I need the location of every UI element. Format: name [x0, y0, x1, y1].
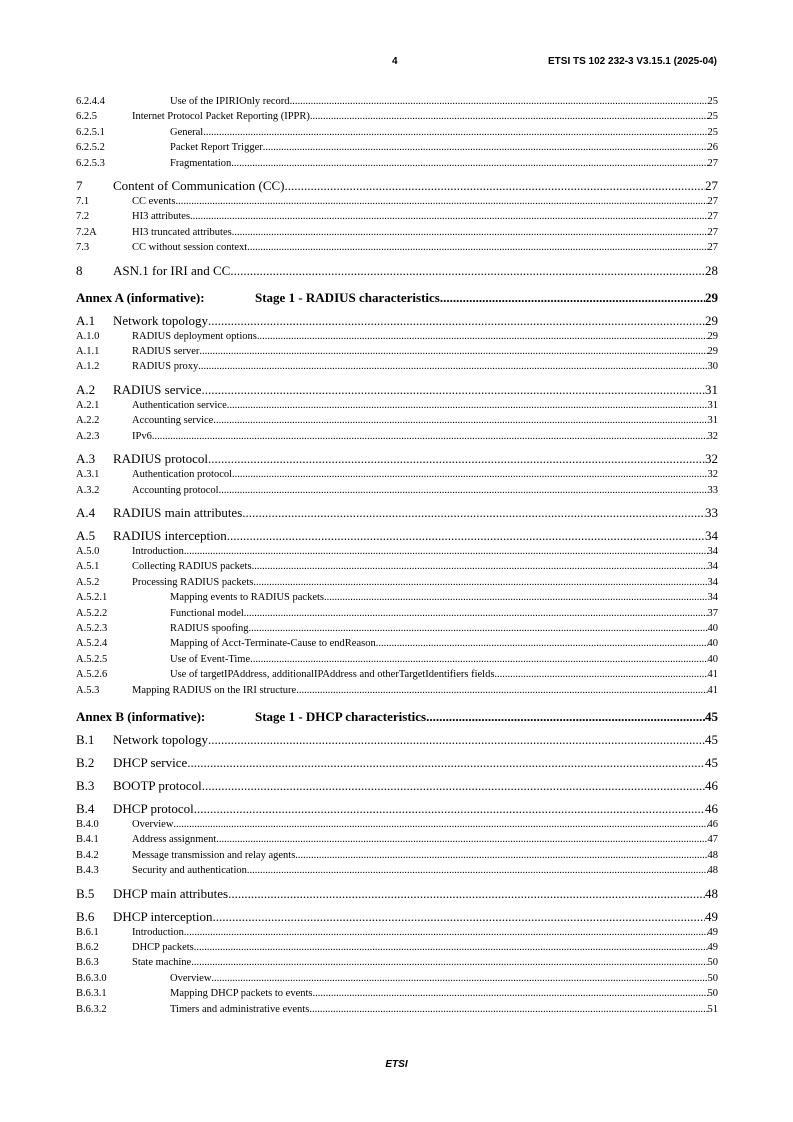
toc-entry-title: RADIUS spoofing — [170, 622, 249, 634]
toc-entry-number: A.2.1 — [76, 399, 100, 411]
toc-leader-dots — [313, 986, 708, 1001]
toc-entry-number: A.4 — [76, 504, 96, 520]
toc-entry-page: 27 — [707, 157, 718, 169]
toc-entry-title: Mapping DHCP packets to events — [170, 988, 313, 1000]
toc-entry-page: 50 — [707, 988, 718, 1000]
toc-entry-title: Fragmentation — [170, 157, 232, 169]
toc-entry[interactable] — [76, 971, 718, 986]
toc-entry-title: DHCP main attributes — [113, 885, 229, 901]
toc-entry-page: 25 — [707, 111, 718, 123]
toc-entry[interactable] — [76, 209, 718, 224]
toc-entry-number: Annex B (informative): — [76, 708, 206, 724]
toc-leader-dots — [253, 575, 707, 590]
toc-leader-dots — [247, 240, 707, 255]
toc-leader-dots — [208, 451, 705, 467]
toc-entry-number: B.5 — [76, 885, 95, 901]
toc-entry-number: 6.2.5.2 — [76, 142, 105, 154]
toc-entry-title: IPv6 — [132, 430, 152, 442]
toc-entry-number: B.6.3.2 — [76, 1003, 107, 1015]
toc-leader-dots — [187, 755, 705, 771]
toc-entry-page: 49 — [705, 908, 718, 924]
toc-annex-entry[interactable] — [76, 290, 718, 306]
toc-entry[interactable] — [76, 636, 718, 651]
toc-leader-dots — [242, 505, 705, 521]
toc-entry-number: 6.2.4.4 — [76, 96, 105, 107]
toc-entry-number: B.4 — [76, 800, 95, 816]
toc-leader-dots — [244, 606, 708, 621]
toc-entry[interactable] — [76, 194, 718, 209]
toc-leader-dots — [194, 940, 708, 955]
toc-entry-title: RADIUS deployment options — [132, 330, 257, 342]
toc-annex-entry[interactable] — [76, 709, 718, 725]
toc-entry-page: 40 — [707, 638, 718, 650]
toc-leader-dots — [309, 1002, 707, 1017]
toc-entry-page: 33 — [705, 504, 718, 520]
toc-entry-title: Processing RADIUS packets — [132, 576, 254, 588]
toc-entry-page: 29 — [707, 346, 718, 358]
toc-entry-number: Annex A (informative): — [76, 289, 205, 305]
toc-entry-page: 50 — [707, 972, 718, 984]
toc-leader-dots — [208, 313, 705, 329]
toc-entry-page: 29 — [705, 312, 718, 328]
toc-entry[interactable] — [76, 778, 718, 794]
toc-entry-page: 40 — [707, 653, 718, 665]
toc-entry-page: 28 — [705, 262, 718, 278]
toc-entry[interactable] — [76, 1002, 718, 1017]
toc-entry-page: 48 — [707, 865, 718, 877]
toc-entry-number: A.3 — [76, 451, 96, 467]
toc-entry[interactable] — [76, 683, 718, 698]
toc-entry[interactable] — [76, 429, 718, 444]
toc-entry-number: B.4.0 — [76, 818, 99, 830]
toc-entry-title: Address assignment — [132, 834, 217, 846]
toc-entry-number: A.3.2 — [76, 484, 100, 496]
toc-leader-dots — [227, 528, 705, 544]
toc-leader-dots — [494, 667, 707, 682]
toc-entry-number: B.6.3.0 — [76, 972, 107, 984]
toc-entry-page: 34 — [707, 576, 718, 588]
toc-leader-dots — [175, 194, 707, 209]
toc-entry-number: A.5.2.4 — [76, 638, 108, 650]
toc-entry-title: Packet Report Trigger — [170, 142, 263, 154]
toc-entry-page: 27 — [707, 226, 718, 238]
toc-leader-dots — [228, 886, 705, 902]
toc-leader-dots — [194, 801, 705, 817]
toc-entry[interactable] — [76, 313, 718, 329]
toc-entry[interactable] — [76, 755, 718, 771]
toc-entry[interactable] — [76, 652, 718, 667]
toc-entry-title: Introduction — [132, 545, 184, 557]
toc-entry-title: Use of targetIPAddress, additionalIPAddress and otherTargetIdentifiers fields — [170, 669, 495, 681]
toc-entry-page: 46 — [705, 800, 718, 816]
toc-entry[interactable] — [76, 801, 718, 817]
toc-leader-dots — [219, 483, 708, 498]
toc-entry-title: Network topology — [113, 312, 208, 328]
toc-entry-page: 47 — [707, 834, 718, 846]
toc-entry-page: 49 — [707, 926, 718, 938]
toc-entry[interactable] — [76, 263, 718, 279]
toc-entry-number: A.3.1 — [76, 469, 100, 481]
toc-entry-title: Overview — [170, 972, 212, 984]
toc-entry-page: 27 — [707, 242, 718, 254]
toc-entry-number: A.5.2.1 — [76, 592, 108, 604]
toc-entry-number: B.6.2 — [76, 942, 99, 953]
toc-entry-title: Mapping RADIUS on the IRI structure — [132, 684, 297, 696]
toc-entry-number: A.1.1 — [76, 346, 100, 358]
toc-entry-number: A.5.2.3 — [76, 622, 108, 634]
toc-leader-dots — [202, 778, 705, 794]
toc-leader-dots — [213, 909, 705, 925]
toc-entry[interactable] — [76, 109, 718, 124]
toc-entry-number: A.5.2.2 — [76, 607, 108, 619]
toc-leader-dots — [285, 178, 705, 194]
toc-leader-dots — [184, 925, 708, 940]
toc-entry[interactable] — [76, 575, 718, 590]
toc-entry-page: 34 — [707, 545, 718, 557]
toc-entry-number: 7.3 — [76, 242, 90, 254]
toc-entry-page: 41 — [707, 684, 718, 696]
toc-leader-dots — [248, 621, 707, 636]
toc-entry-page: 34 — [707, 592, 718, 604]
toc-entry-number: A.1.2 — [76, 361, 100, 373]
toc-entry-title: Use of the IPIRIOnly record — [170, 96, 290, 107]
toc-entry-number: A.5.2.6 — [76, 669, 108, 681]
toc-entry-page: 31 — [707, 399, 718, 411]
toc-entry[interactable] — [76, 125, 718, 140]
toc-entry-number: 7.2A — [76, 226, 97, 238]
toc-entry-title: Accounting protocol — [132, 484, 219, 496]
toc-entry-number: 7.2 — [76, 211, 90, 223]
toc-leader-dots — [184, 544, 708, 559]
toc-leader-dots — [201, 382, 705, 398]
toc-entry-page: 27 — [707, 196, 718, 208]
toc-entry[interactable] — [76, 621, 718, 636]
toc-entry-title: HI3 attributes — [132, 211, 191, 223]
toc-entry-number: A.2.3 — [76, 430, 100, 442]
toc-entry[interactable] — [76, 940, 718, 955]
toc-entry-number: A.1 — [76, 312, 96, 328]
toc-entry[interactable] — [76, 986, 718, 1001]
toc-entry-title: BOOTP protocol — [113, 777, 202, 793]
toc-leader-dots — [152, 429, 708, 444]
toc-leader-dots — [191, 955, 707, 970]
toc-leader-dots — [232, 225, 708, 240]
toc-entry[interactable] — [76, 156, 718, 171]
toc-entry[interactable] — [76, 886, 718, 902]
toc-entry[interactable] — [76, 528, 718, 544]
toc-leader-dots — [216, 832, 707, 847]
toc-entry-page: 37 — [707, 607, 718, 619]
toc-entry-number: A.5.3 — [76, 684, 100, 696]
toc-entry-number: B.4.3 — [76, 865, 99, 877]
toc-entry[interactable] — [76, 413, 718, 428]
toc-entry-page: 40 — [707, 622, 718, 634]
toc-entry-number: B.1 — [76, 731, 95, 747]
toc-entry-title: Accounting service — [132, 415, 214, 427]
toc-entry[interactable] — [76, 817, 718, 832]
toc-entry[interactable] — [76, 863, 718, 878]
toc-entry-title: Timers and administrative events — [170, 1003, 310, 1015]
toc-entry-title: Stage 1 - DHCP characteristics — [255, 708, 427, 724]
toc-entry-number: A.5.2 — [76, 576, 100, 588]
toc-entry-title: RADIUS service — [113, 381, 202, 397]
toc-entry-title: ASN.1 for IRI and CC — [113, 262, 231, 278]
toc-entry-number: B.6 — [76, 908, 95, 924]
toc-leader-dots — [295, 848, 707, 863]
toc-leader-dots — [376, 636, 708, 651]
toc-entry-title: Functional model — [170, 607, 244, 619]
toc-entry-title: Overview — [132, 818, 174, 830]
toc-entry-title: DHCP service — [113, 754, 188, 770]
toc-entry[interactable] — [76, 344, 718, 359]
toc-leader-dots — [230, 263, 705, 279]
toc-entry[interactable] — [76, 451, 718, 467]
toc-leader-dots — [208, 732, 705, 748]
toc-leader-dots — [290, 94, 708, 109]
toc-entry-page: 29 — [705, 289, 718, 305]
toc-leader-dots — [440, 290, 705, 306]
toc-entry-number: 8 — [76, 262, 83, 278]
toc-entry-title: RADIUS interception — [113, 527, 227, 543]
toc-entry[interactable] — [76, 382, 718, 398]
toc-entry[interactable] — [76, 559, 718, 574]
toc-entry-page: 50 — [707, 957, 718, 969]
toc-leader-dots — [203, 125, 707, 140]
toc-entry-page: 32 — [707, 469, 718, 481]
toc-leader-dots — [198, 359, 707, 374]
toc-entry-number: A.5.1 — [76, 561, 100, 573]
toc-entry-title: Stage 1 - RADIUS characteristics — [255, 289, 440, 305]
toc-entry-title: RADIUS protocol — [113, 451, 208, 467]
table-of-contents — [76, 94, 718, 1017]
toc-entry-title: Authentication service — [132, 399, 227, 411]
toc-entry-page: 32 — [707, 430, 718, 442]
toc-leader-dots — [296, 683, 707, 698]
toc-entry-page: 31 — [705, 381, 718, 397]
toc-leader-dots — [199, 344, 707, 359]
toc-entry-title: Message transmission and relay agents — [132, 849, 296, 861]
toc-entry[interactable] — [76, 732, 718, 748]
toc-entry-number: 6.2.5 — [76, 111, 97, 123]
toc-entry[interactable] — [76, 240, 718, 255]
toc-entry-number: B.3 — [76, 777, 95, 793]
toc-entry-number: A.5.0 — [76, 545, 100, 557]
toc-entry-number: B.4.2 — [76, 849, 99, 861]
toc-entry-title: Use of Event-Time — [170, 653, 251, 665]
toc-entry[interactable] — [76, 329, 718, 344]
toc-entry-page: 25 — [707, 96, 718, 107]
toc-entry-number: 7 — [76, 178, 83, 194]
toc-entry[interactable] — [76, 140, 718, 155]
toc-entry-page: 51 — [707, 1003, 718, 1015]
toc-entry[interactable] — [76, 909, 718, 925]
toc-entry-title: Mapping events to RADIUS packets — [170, 592, 324, 604]
toc-entry-title: DHCP interception — [113, 908, 213, 924]
toc-entry-number: B.6.3 — [76, 957, 99, 969]
toc-entry-page: 41 — [707, 669, 718, 681]
toc-leader-dots — [310, 109, 708, 124]
toc-entry[interactable] — [76, 94, 718, 109]
toc-leader-dots — [213, 413, 707, 428]
toc-entry-page: 31 — [707, 415, 718, 427]
toc-entry-number: 6.2.5.1 — [76, 126, 105, 138]
toc-entry[interactable] — [76, 590, 718, 605]
toc-leader-dots — [232, 467, 707, 482]
toc-entry-title: CC events — [132, 196, 176, 208]
footer-org: ETSI — [385, 1059, 408, 1070]
toc-entry[interactable] — [76, 483, 718, 498]
toc-entry-page: 33 — [707, 484, 718, 496]
toc-entry-title: Network topology — [113, 731, 208, 747]
toc-leader-dots — [252, 559, 708, 574]
toc-leader-dots — [426, 709, 705, 725]
toc-entry[interactable] — [76, 467, 718, 482]
toc-leader-dots — [227, 398, 708, 413]
toc-entry[interactable] — [76, 606, 718, 621]
toc-entry-page: 49 — [707, 942, 718, 953]
toc-entry[interactable] — [76, 544, 718, 559]
toc-entry[interactable] — [76, 925, 718, 940]
toc-entry-title: Collecting RADIUS packets — [132, 561, 252, 573]
toc-entry[interactable] — [76, 505, 718, 521]
toc-entry-page: 30 — [707, 361, 718, 373]
document-reference: ETSI TS 102 232-3 V3.15.1 (2025-04) — [548, 56, 717, 67]
toc-entry-number: A.2 — [76, 381, 96, 397]
toc-entry-page: 34 — [705, 527, 718, 543]
toc-leader-dots — [211, 971, 707, 986]
toc-entry-page: 27 — [707, 211, 718, 223]
toc-entry-page: 48 — [707, 849, 718, 861]
toc-entry-title: RADIUS server — [132, 346, 200, 358]
toc-entry-title: General — [170, 126, 204, 138]
toc-entry-page: 46 — [705, 777, 718, 793]
toc-entry-page: 45 — [705, 731, 718, 747]
toc-entry-title: Content of Communication (CC) — [113, 178, 285, 194]
toc-entry[interactable] — [76, 848, 718, 863]
toc-entry-page: 45 — [705, 754, 718, 770]
toc-entry[interactable] — [76, 955, 718, 970]
toc-entry-page: 25 — [707, 126, 718, 138]
toc-leader-dots — [250, 652, 707, 667]
toc-entry-title: State machine — [132, 957, 192, 969]
toc-entry-title: Mapping of Acct-Terminate-Cause to endReason — [170, 638, 376, 650]
toc-entry-title: Introduction — [132, 926, 184, 938]
toc-entry-number: B.6.3.1 — [76, 988, 107, 1000]
toc-entry[interactable] — [76, 359, 718, 374]
toc-entry-page: 29 — [707, 330, 718, 342]
toc-entry-page: 26 — [707, 142, 718, 154]
toc-entry-title: Internet Protocol Packet Reporting (IPPR) — [132, 111, 310, 123]
toc-entry-page: 34 — [707, 561, 718, 573]
toc-entry-page: 45 — [705, 708, 718, 724]
toc-entry-number: A.5 — [76, 527, 96, 543]
toc-leader-dots — [231, 156, 707, 171]
toc-entry-number: B.6.1 — [76, 926, 99, 938]
toc-entry-title: DHCP protocol — [113, 800, 194, 816]
toc-entry-title: DHCP packets — [132, 942, 194, 953]
toc-leader-dots — [247, 863, 708, 878]
toc-leader-dots — [190, 209, 707, 224]
toc-entry[interactable] — [76, 398, 718, 413]
toc-leader-dots — [324, 590, 708, 605]
toc-entry-number: B.2 — [76, 754, 95, 770]
toc-entry-page: 27 — [705, 178, 718, 194]
toc-entry-number: 6.2.5.3 — [76, 157, 105, 169]
toc-entry[interactable] — [76, 178, 718, 194]
toc-entry-title: Authentication protocol — [132, 469, 233, 481]
toc-entry-page: 46 — [707, 818, 718, 830]
toc-entry-title: RADIUS main attributes — [113, 504, 243, 520]
toc-entry-page: 32 — [705, 451, 718, 467]
toc-entry-number: A.2.2 — [76, 415, 100, 427]
toc-entry-number: A.5.2.5 — [76, 653, 108, 665]
toc-entry[interactable] — [76, 667, 718, 682]
toc-entry-title: CC without session context — [132, 242, 248, 254]
toc-entry-number: A.1.0 — [76, 330, 100, 342]
toc-entry-number: 7.1 — [76, 196, 90, 208]
toc-leader-dots — [263, 140, 708, 155]
toc-leader-dots — [173, 817, 707, 832]
toc-entry-page: 48 — [705, 885, 718, 901]
page-number: 4 — [392, 56, 398, 67]
toc-entry-number: B.4.1 — [76, 834, 99, 846]
toc-entry-title: RADIUS proxy — [132, 361, 199, 373]
toc-entry-title: Security and authentication — [132, 865, 247, 877]
toc-leader-dots — [257, 329, 708, 344]
toc-entry[interactable] — [76, 225, 718, 240]
toc-entry-title: HI3 truncated attributes — [132, 226, 232, 238]
toc-entry[interactable] — [76, 832, 718, 847]
